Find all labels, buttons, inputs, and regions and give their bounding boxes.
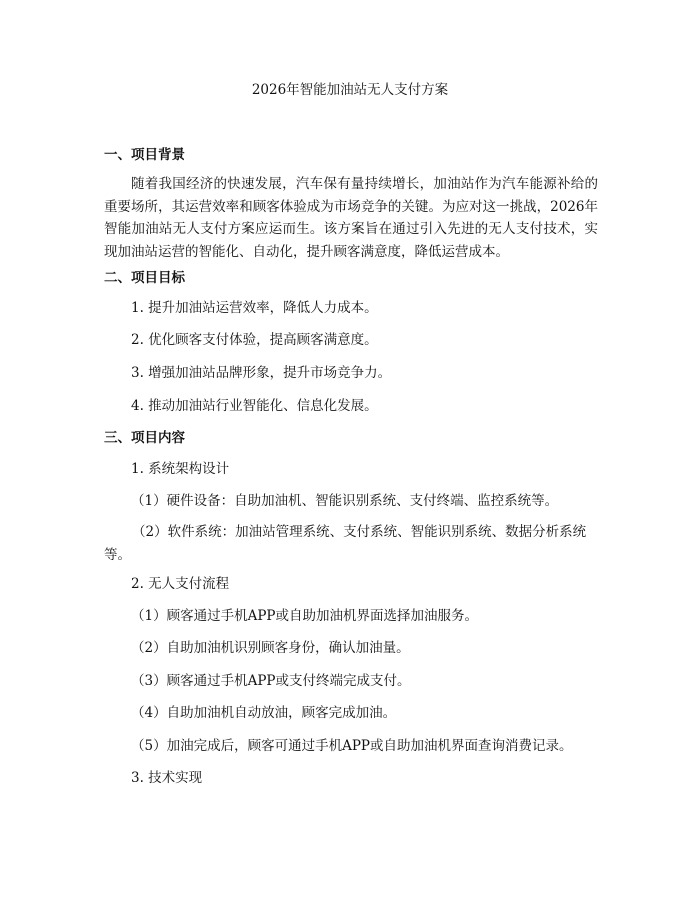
section-heading-content: 三、项目内容 <box>104 430 185 446</box>
goal-item: 2. 优化顾客支付体验，提高顾客满意度。 <box>131 332 378 348</box>
payment-flow-item: （3）顾客通过手机APP或支付终端完成支付。 <box>131 673 411 689</box>
document-title: 2026年智能加油站无人支付方案 <box>251 82 449 98</box>
goal-item: 1. 提升加油站运营效率，降低人力成本。 <box>131 300 378 316</box>
goal-item: 4. 推动加油站行业智能化、信息化发展。 <box>131 398 378 414</box>
subsection-title-architecture: 1. 系统架构设计 <box>131 461 230 477</box>
subsection-title-tech: 3. 技术实现 <box>131 770 203 786</box>
payment-flow-item: （5）加油完成后，顾客可通过手机APP或自助加油机界面查询消费记录。 <box>131 738 573 754</box>
background-paragraph: 随着我国经济的快速发展，汽车保有量持续增长，加油站作为汽车能源补给的重要场所，其运营效率和顾客体验成为市场竞争的关键。为应对这一挑战，2026年智能加油站无人支付方案应运而生。该方案旨在通过引入先进的无人支付技术，实现加油站运营的智能化、自动化，提升顾客满意度，降低运营成本。 <box>104 176 598 260</box>
payment-flow-item: （1）顾客通过手机APP或自助加油机界面选择加油服务。 <box>131 608 479 624</box>
goal-item: 3. 增强加油站品牌形象，提升市场竞争力。 <box>131 365 392 381</box>
section-heading-background: 一、项目背景 <box>104 147 185 163</box>
payment-flow-item: （4）自助加油机自动放油，顾客完成加油。 <box>131 705 397 721</box>
architecture-item: （1）硬件设备：自助加油机、智能识别系统、支付终端、监控系统等。 <box>131 493 559 509</box>
payment-flow-item: （2）自助加油机识别顾客身份，确认加油量。 <box>131 640 410 656</box>
architecture-item: （2）软件系统：加油站管理系统、支付系统、智能识别系统、数据分析系统等。 <box>104 524 587 563</box>
section-heading-goals: 二、项目目标 <box>104 270 185 286</box>
subsection-title-payment-flow: 2. 无人支付流程 <box>131 576 230 592</box>
